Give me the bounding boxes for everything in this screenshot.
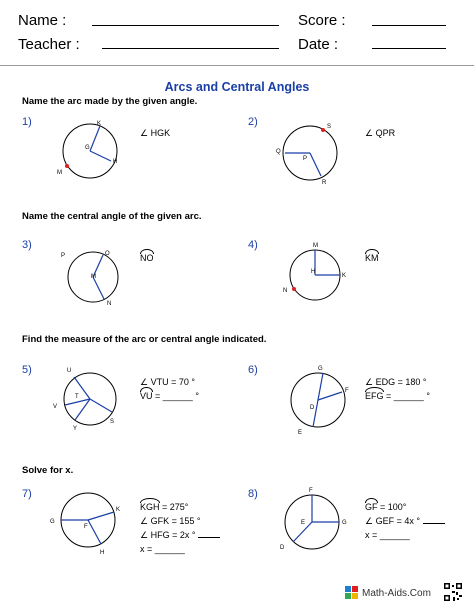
circle-diagram-2 [275, 115, 360, 190]
point-label: G [85, 145, 90, 151]
qr-code-icon [444, 583, 462, 601]
point-label: E [298, 430, 303, 436]
circle-diagram-5 [50, 362, 130, 434]
point-label: F [84, 524, 88, 530]
instruction-find-measure: Find the measure of the arc or central angle indicated. [22, 334, 267, 345]
given-arc: NO [140, 253, 154, 263]
instruction-name-arc: Name the arc made by the given angle. [22, 96, 198, 107]
point-label: M [57, 170, 62, 176]
problem-number: 8) [248, 488, 258, 500]
problem-number: 5) [22, 364, 32, 376]
footer-brand: Math-Aids.Com [362, 588, 431, 599]
name-field[interactable] [92, 25, 279, 26]
point-label: S [327, 124, 332, 130]
point-label: M [91, 274, 96, 280]
point-label: G [50, 519, 55, 525]
angle-symbol: ∠ [140, 128, 149, 138]
given-measure: KGH = 275° [140, 502, 189, 512]
point-label: R [322, 180, 327, 186]
name-label: Name : [18, 12, 67, 29]
circle-diagram-8 [268, 482, 356, 562]
given-arc: KM [365, 253, 379, 263]
score-label: Score : [298, 12, 346, 29]
teacher-field[interactable] [102, 48, 279, 49]
given-measure: ∠ VTU = 70 ° [140, 377, 195, 387]
point-label: T [75, 394, 79, 400]
point-label: N [107, 301, 112, 307]
point-label: O [105, 251, 110, 257]
header-divider [0, 65, 474, 66]
circle-diagram-3 [55, 245, 130, 310]
point-label: U [67, 368, 72, 374]
problem-number: 3) [22, 239, 32, 251]
answer-blank[interactable]: VU = ______ ° [140, 391, 199, 401]
point-label: H [311, 269, 316, 275]
instruction-name-angle: Name the central angle of the given arc. [22, 211, 202, 222]
point-label: H [100, 550, 105, 556]
point-label: M [313, 243, 318, 249]
teacher-label: Teacher : [18, 36, 80, 53]
problem-number: 4) [248, 239, 258, 251]
given-angle: ∠ HGK [140, 128, 171, 138]
instruction-solve-x: Solve for x. [22, 465, 74, 476]
answer-blank[interactable]: EFG = ______ ° [365, 391, 430, 401]
given-measure: ∠ HFG = 2x ° [140, 529, 220, 541]
point-label: S [110, 419, 115, 425]
given-measure: ∠ GFK = 155 ° [140, 516, 201, 526]
point-label: F [309, 488, 313, 494]
point-label: K [116, 507, 121, 513]
circle-diagram-7 [48, 482, 133, 560]
date-field[interactable] [372, 48, 446, 49]
point-label: P [61, 253, 66, 259]
point-label: K [342, 273, 347, 279]
circle-diagram-4 [275, 240, 355, 310]
circle-diagram-1 [55, 115, 130, 185]
circle-diagram-6 [280, 362, 360, 437]
given-measure: GF = 100° [365, 502, 407, 512]
point-label: G [318, 366, 323, 372]
point-label: Q [276, 149, 281, 155]
point-label: H [113, 159, 118, 165]
point-label: E [301, 520, 306, 526]
point-label: N [283, 288, 288, 294]
point-label: F [345, 388, 349, 394]
given-angle: ∠ QPR [365, 128, 396, 138]
given-measure: ∠ GEF = 4x ° [365, 515, 445, 527]
date-label: Date : [298, 36, 339, 53]
point-label: Y [73, 426, 78, 432]
point-label: D [280, 545, 285, 551]
score-field[interactable] [372, 25, 446, 26]
point-label: D [310, 405, 315, 411]
problem-number: 6) [248, 364, 258, 376]
problem-number: 7) [22, 488, 32, 500]
math-aids-logo-icon [345, 586, 359, 600]
given-measure: ∠ EDG = 180 ° [365, 377, 427, 387]
point-label: G [342, 520, 347, 526]
problem-number: 2) [248, 116, 258, 128]
answer-blank[interactable]: x = ______ [365, 530, 410, 540]
point-label: P [303, 156, 308, 162]
answer-blank[interactable]: x = ______ [140, 544, 185, 554]
point-label: K [97, 121, 102, 127]
worksheet-title: Arcs and Central Angles [164, 80, 310, 94]
point-label: V [53, 404, 58, 410]
problem-number: 1) [22, 116, 32, 128]
